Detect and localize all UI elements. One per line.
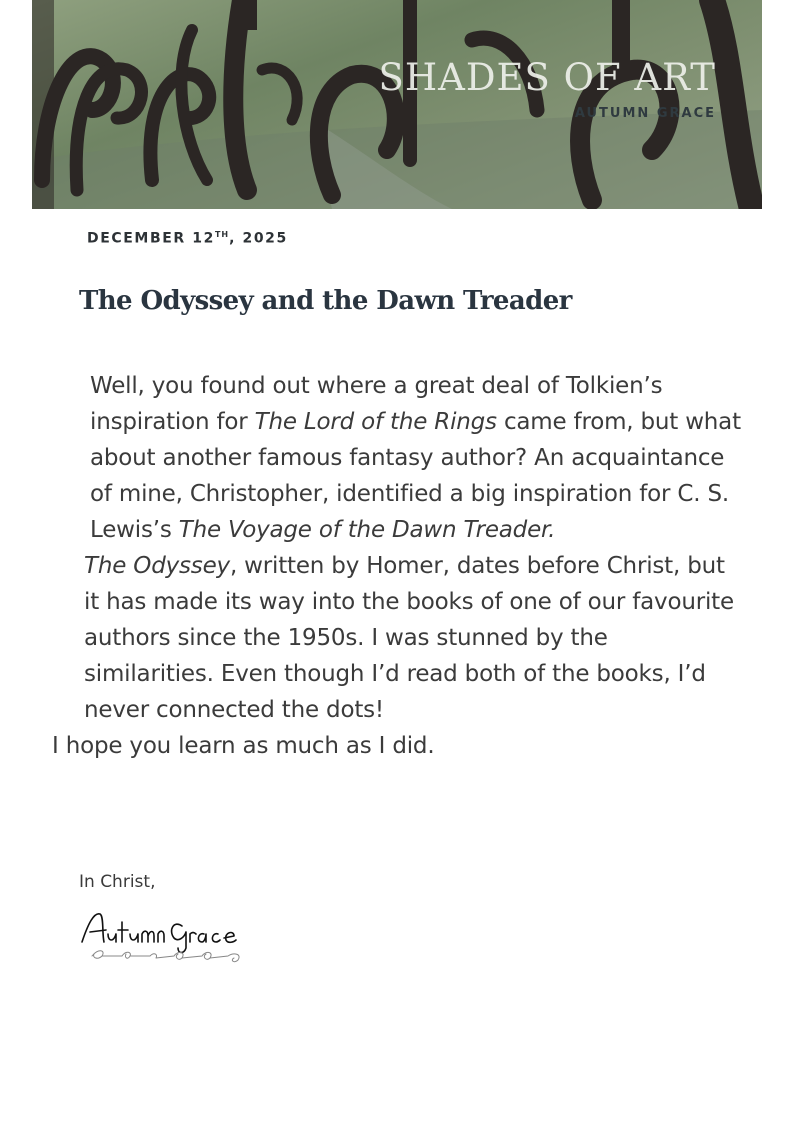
letter-title: The Odyssey and the Dawn Treader (79, 286, 572, 316)
p1-text-a: Well, you found out where a great deal of Tolkien’s inspiration for (90, 373, 663, 435)
p2-text: , written by Homer, dates before Christ, but it has made its way into the books of one of our favourite authors since the 1950s. I was stunned by the similarities. Even though I’d read both of the books, I’d never connected the dots! (84, 553, 734, 723)
signature-image (78, 904, 253, 972)
paragraph-2 (52, 548, 742, 728)
book-title-odyssey: The Odyssey (84, 553, 230, 579)
iron-fence-illustration (32, 0, 762, 209)
book-title-dawn-treader: The Voyage of the Dawn Treader. (178, 517, 556, 543)
date-year: , 2025 (229, 230, 288, 247)
header-banner (32, 0, 762, 209)
handwritten-signature (78, 904, 253, 968)
date-ordinal: TH (214, 230, 230, 239)
p1-text-b: came from, but what about another famous fantasy author? An acquaintance of mine, Christopher, identified a big inspiration for C. S. Lewis’s (90, 409, 741, 543)
brand-subtitle: AUTUMN GRACE (574, 106, 716, 121)
letter-closing: In Christ, (79, 872, 156, 892)
brand-title: SHADES OF ART (378, 56, 716, 99)
paragraph-1 (52, 368, 742, 548)
book-title-lotr: The Lord of the Rings (254, 409, 497, 435)
paragraph-3: I hope you learn as much as I did. (52, 733, 435, 759)
letter-date (87, 230, 288, 247)
letter-body (52, 368, 742, 764)
date-day: DECEMBER 12 (87, 230, 215, 247)
